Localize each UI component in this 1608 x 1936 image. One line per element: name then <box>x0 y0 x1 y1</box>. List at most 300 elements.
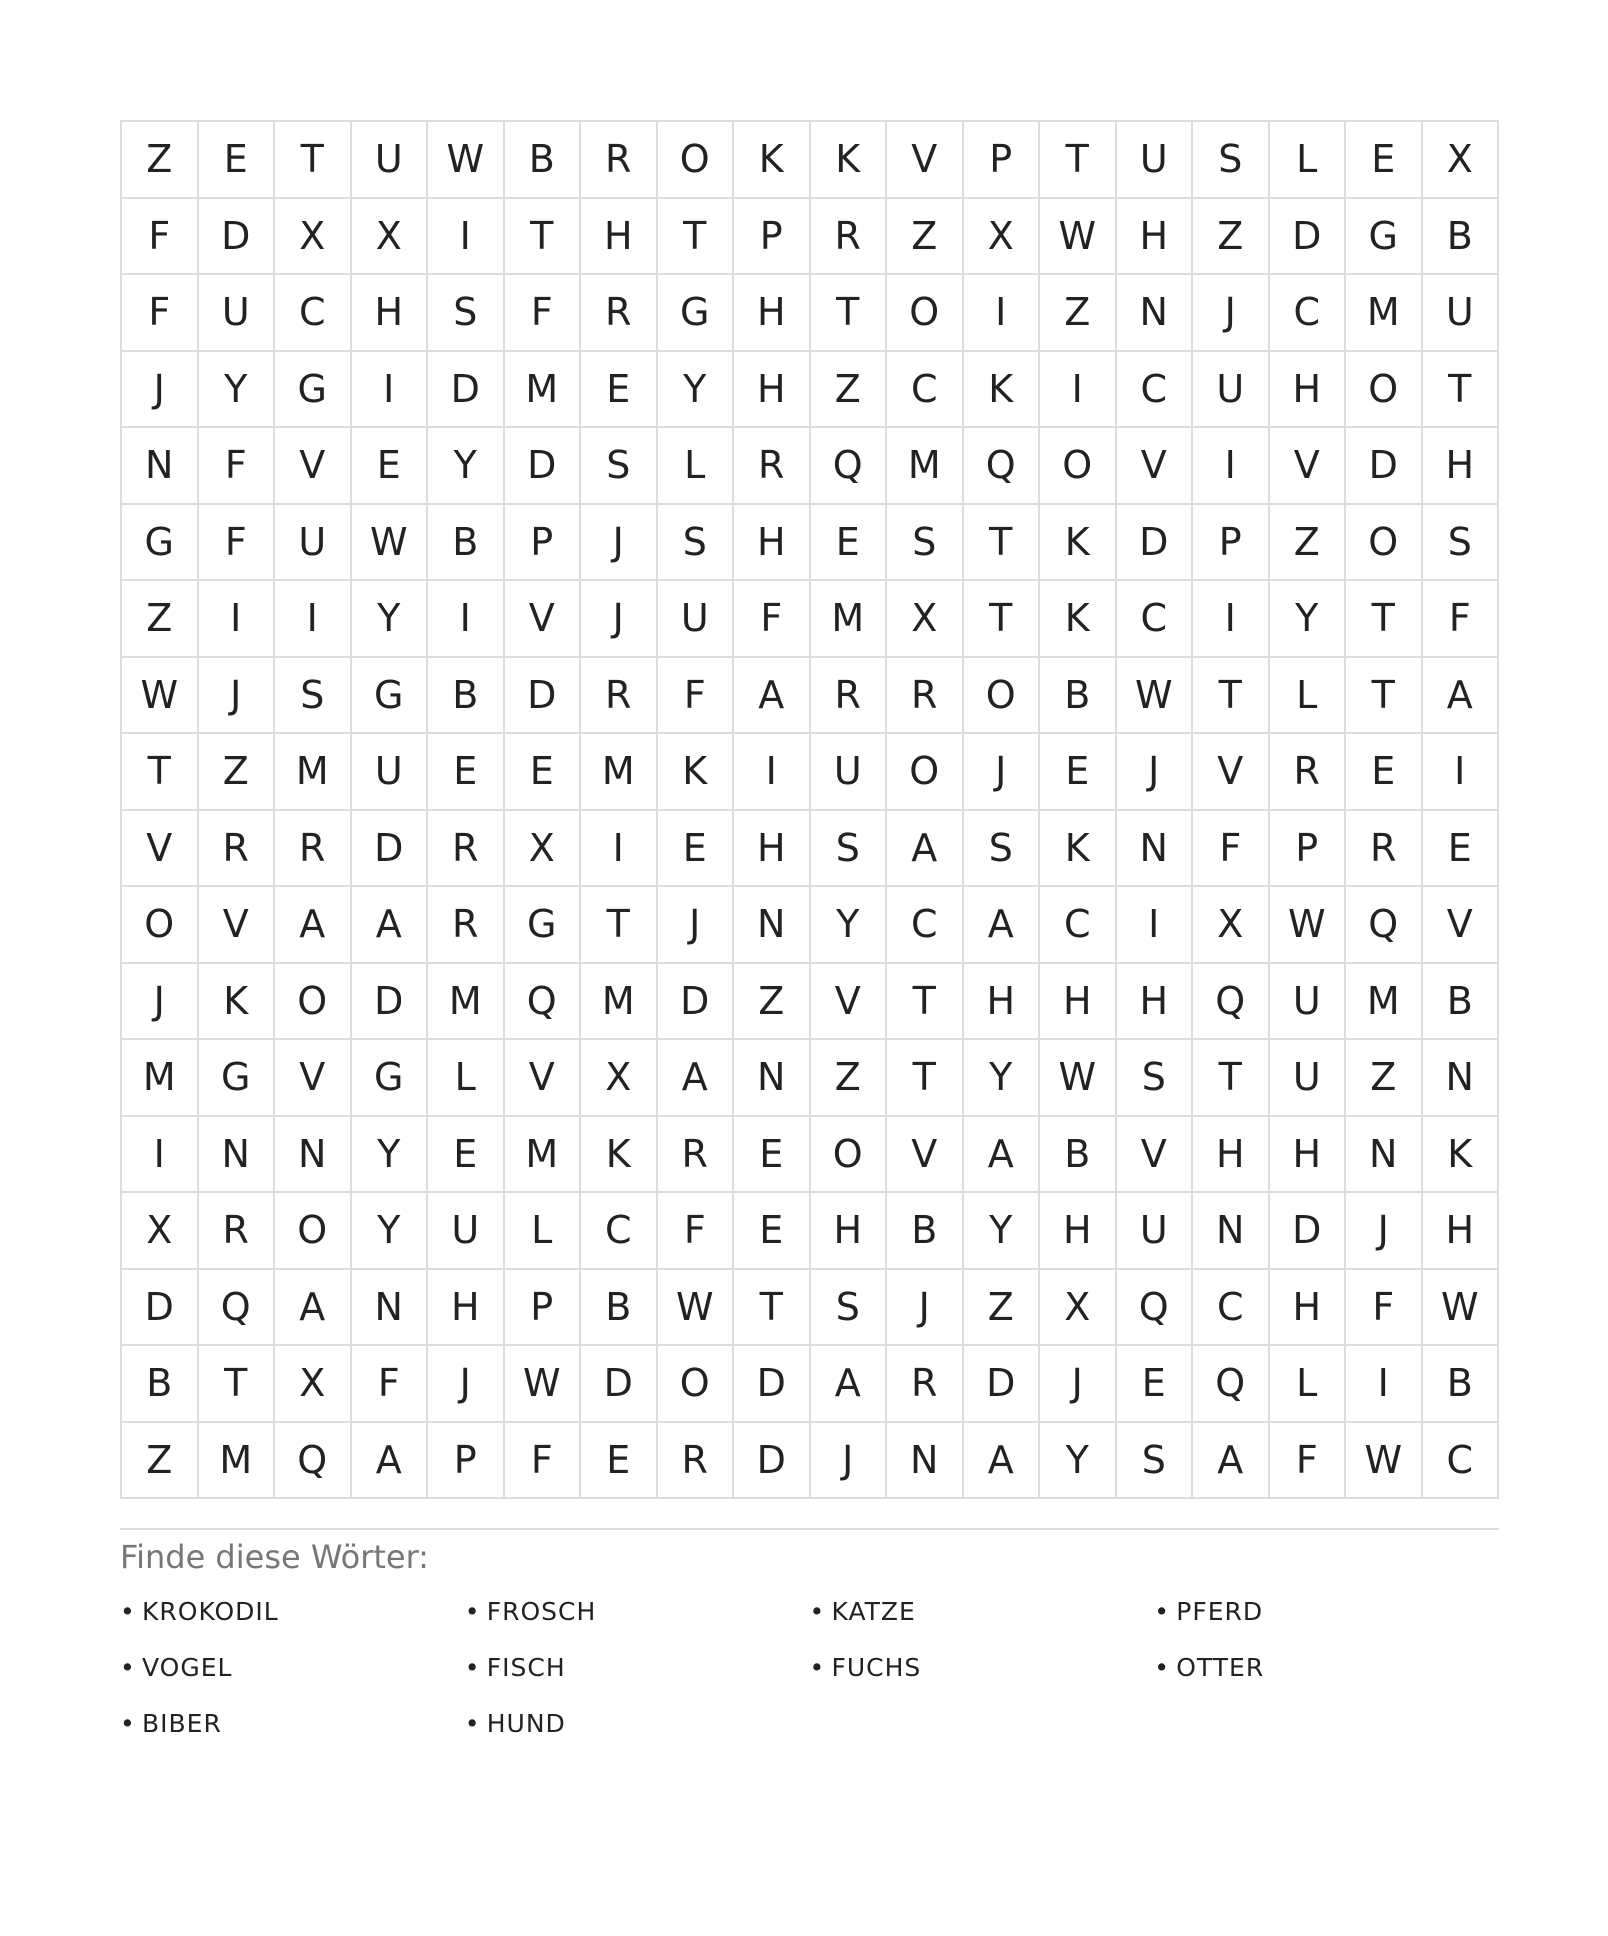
grid-cell[interactable]: M <box>811 581 888 658</box>
grid-cell[interactable]: X <box>964 199 1041 276</box>
grid-cell[interactable]: M <box>505 1117 582 1194</box>
grid-cell[interactable]: L <box>1270 658 1347 735</box>
grid-cell[interactable]: R <box>581 122 658 199</box>
grid-cell[interactable]: G <box>1346 199 1423 276</box>
grid-cell[interactable]: F <box>505 1423 582 1500</box>
grid-cell[interactable]: W <box>352 505 429 582</box>
grid-cell[interactable]: E <box>1117 1346 1194 1423</box>
grid-cell[interactable]: R <box>581 658 658 735</box>
grid-cell[interactable]: D <box>505 428 582 505</box>
grid-cell[interactable]: T <box>964 505 1041 582</box>
grid-cell[interactable]: H <box>581 199 658 276</box>
grid-cell[interactable]: X <box>505 811 582 888</box>
grid-cell[interactable]: S <box>811 811 888 888</box>
grid-cell[interactable]: M <box>275 734 352 811</box>
grid-cell[interactable]: J <box>428 1346 505 1423</box>
grid-cell[interactable]: F <box>1270 1423 1347 1500</box>
grid-cell[interactable]: T <box>1346 658 1423 735</box>
grid-cell[interactable]: R <box>581 275 658 352</box>
grid-cell[interactable]: H <box>1423 1193 1500 1270</box>
grid-cell[interactable]: L <box>658 428 735 505</box>
grid-cell[interactable]: P <box>505 1270 582 1347</box>
grid-cell[interactable]: S <box>1193 122 1270 199</box>
grid-cell[interactable]: U <box>1423 275 1500 352</box>
grid-cell[interactable]: T <box>275 122 352 199</box>
grid-cell[interactable]: T <box>811 275 888 352</box>
grid-cell[interactable]: E <box>199 122 276 199</box>
grid-cell[interactable]: O <box>887 275 964 352</box>
grid-cell[interactable]: C <box>1270 275 1347 352</box>
grid-cell[interactable]: H <box>1117 964 1194 1041</box>
grid-cell[interactable]: H <box>1193 1117 1270 1194</box>
grid-cell[interactable]: N <box>1117 811 1194 888</box>
grid-cell[interactable]: E <box>1346 122 1423 199</box>
grid-cell[interactable]: K <box>1423 1117 1500 1194</box>
grid-cell[interactable]: J <box>1040 1346 1117 1423</box>
grid-cell[interactable]: B <box>1040 1117 1117 1194</box>
grid-cell[interactable]: D <box>199 199 276 276</box>
grid-cell[interactable]: D <box>505 658 582 735</box>
grid-cell[interactable]: G <box>275 352 352 429</box>
grid-cell[interactable]: H <box>734 811 811 888</box>
grid-cell[interactable]: Q <box>811 428 888 505</box>
grid-cell[interactable]: I <box>352 352 429 429</box>
grid-cell[interactable]: G <box>352 1040 429 1117</box>
grid-cell[interactable]: H <box>734 275 811 352</box>
grid-cell[interactable]: C <box>275 275 352 352</box>
grid-cell[interactable]: J <box>1117 734 1194 811</box>
grid-cell[interactable]: B <box>1423 1346 1500 1423</box>
grid-cell[interactable]: D <box>581 1346 658 1423</box>
grid-cell[interactable]: V <box>1193 734 1270 811</box>
grid-cell[interactable]: O <box>275 1193 352 1270</box>
grid-cell[interactable]: X <box>275 1346 352 1423</box>
grid-cell[interactable]: O <box>122 887 199 964</box>
grid-cell[interactable]: C <box>887 887 964 964</box>
grid-cell[interactable]: W <box>1270 887 1347 964</box>
grid-cell[interactable]: I <box>1346 1346 1423 1423</box>
grid-cell[interactable]: V <box>505 581 582 658</box>
grid-cell[interactable]: J <box>1193 275 1270 352</box>
grid-cell[interactable]: Z <box>1040 275 1117 352</box>
grid-cell[interactable]: Q <box>1117 1270 1194 1347</box>
grid-cell[interactable]: U <box>428 1193 505 1270</box>
grid-cell[interactable]: Q <box>1346 887 1423 964</box>
grid-cell[interactable]: U <box>1117 1193 1194 1270</box>
grid-cell[interactable]: D <box>352 964 429 1041</box>
grid-cell[interactable]: H <box>964 964 1041 1041</box>
grid-cell[interactable]: H <box>1040 1193 1117 1270</box>
grid-cell[interactable]: H <box>1270 1270 1347 1347</box>
grid-cell[interactable]: A <box>811 1346 888 1423</box>
grid-cell[interactable]: W <box>1040 1040 1117 1117</box>
grid-cell[interactable]: B <box>505 122 582 199</box>
grid-cell[interactable]: V <box>887 122 964 199</box>
grid-cell[interactable]: F <box>1193 811 1270 888</box>
grid-cell[interactable]: B <box>1423 964 1500 1041</box>
grid-cell[interactable]: H <box>428 1270 505 1347</box>
grid-cell[interactable]: B <box>1040 658 1117 735</box>
grid-cell[interactable]: R <box>811 658 888 735</box>
grid-cell[interactable]: F <box>505 275 582 352</box>
grid-cell[interactable]: G <box>658 275 735 352</box>
grid-cell[interactable]: T <box>1346 581 1423 658</box>
grid-cell[interactable]: E <box>581 1423 658 1500</box>
grid-cell[interactable]: I <box>1040 352 1117 429</box>
grid-cell[interactable]: U <box>1270 1040 1347 1117</box>
grid-cell[interactable]: K <box>199 964 276 1041</box>
grid-cell[interactable]: J <box>199 658 276 735</box>
grid-cell[interactable]: Z <box>1270 505 1347 582</box>
grid-cell[interactable]: X <box>352 199 429 276</box>
grid-cell[interactable]: J <box>122 964 199 1041</box>
grid-cell[interactable]: B <box>581 1270 658 1347</box>
grid-cell[interactable]: O <box>964 658 1041 735</box>
grid-cell[interactable]: A <box>352 1423 429 1500</box>
grid-cell[interactable]: E <box>811 505 888 582</box>
grid-cell[interactable]: S <box>1117 1040 1194 1117</box>
grid-cell[interactable]: B <box>887 1193 964 1270</box>
grid-cell[interactable]: N <box>122 428 199 505</box>
grid-cell[interactable]: I <box>428 199 505 276</box>
grid-cell[interactable]: D <box>734 1423 811 1500</box>
grid-cell[interactable]: V <box>122 811 199 888</box>
grid-cell[interactable]: R <box>1270 734 1347 811</box>
grid-cell[interactable]: R <box>428 811 505 888</box>
grid-cell[interactable]: J <box>581 505 658 582</box>
grid-cell[interactable]: E <box>352 428 429 505</box>
grid-cell[interactable]: S <box>811 1270 888 1347</box>
grid-cell[interactable]: A <box>887 811 964 888</box>
grid-cell[interactable]: P <box>1270 811 1347 888</box>
grid-cell[interactable]: N <box>1423 1040 1500 1117</box>
grid-cell[interactable]: Y <box>1040 1423 1117 1500</box>
grid-cell[interactable]: A <box>964 887 1041 964</box>
grid-cell[interactable]: B <box>428 505 505 582</box>
grid-cell[interactable]: V <box>887 1117 964 1194</box>
grid-cell[interactable]: Q <box>1193 1346 1270 1423</box>
grid-cell[interactable]: W <box>428 122 505 199</box>
grid-cell[interactable]: I <box>275 581 352 658</box>
grid-cell[interactable]: J <box>811 1423 888 1500</box>
grid-cell[interactable]: G <box>199 1040 276 1117</box>
grid-cell[interactable]: B <box>1423 199 1500 276</box>
grid-cell[interactable]: Y <box>1270 581 1347 658</box>
grid-cell[interactable]: M <box>505 352 582 429</box>
grid-cell[interactable]: D <box>352 811 429 888</box>
grid-cell[interactable]: K <box>581 1117 658 1194</box>
grid-cell[interactable]: X <box>581 1040 658 1117</box>
grid-cell[interactable]: D <box>1270 199 1347 276</box>
grid-cell[interactable]: T <box>1193 658 1270 735</box>
grid-cell[interactable]: A <box>1193 1423 1270 1500</box>
grid-cell[interactable]: C <box>1117 352 1194 429</box>
grid-cell[interactable]: K <box>964 352 1041 429</box>
grid-cell[interactable]: K <box>1040 581 1117 658</box>
grid-cell[interactable]: K <box>734 122 811 199</box>
grid-cell[interactable]: V <box>1117 428 1194 505</box>
grid-cell[interactable]: I <box>1423 734 1500 811</box>
grid-cell[interactable]: F <box>122 199 199 276</box>
grid-cell[interactable]: O <box>658 1346 735 1423</box>
grid-cell[interactable]: R <box>811 199 888 276</box>
grid-cell[interactable]: O <box>1346 352 1423 429</box>
grid-cell[interactable]: R <box>734 428 811 505</box>
grid-cell[interactable]: T <box>1193 1040 1270 1117</box>
grid-cell[interactable]: F <box>658 658 735 735</box>
grid-cell[interactable]: Z <box>122 1423 199 1500</box>
grid-cell[interactable]: T <box>734 1270 811 1347</box>
grid-cell[interactable]: J <box>658 887 735 964</box>
grid-cell[interactable]: Y <box>964 1040 1041 1117</box>
grid-cell[interactable]: I <box>1193 428 1270 505</box>
grid-cell[interactable]: X <box>887 581 964 658</box>
grid-cell[interactable]: L <box>1270 122 1347 199</box>
grid-cell[interactable]: T <box>505 199 582 276</box>
grid-cell[interactable]: C <box>581 1193 658 1270</box>
grid-cell[interactable]: E <box>505 734 582 811</box>
grid-cell[interactable]: H <box>811 1193 888 1270</box>
grid-cell[interactable]: R <box>658 1423 735 1500</box>
grid-cell[interactable]: A <box>964 1423 1041 1500</box>
grid-cell[interactable]: Y <box>352 581 429 658</box>
grid-cell[interactable]: R <box>199 1193 276 1270</box>
grid-cell[interactable]: G <box>505 887 582 964</box>
grid-cell[interactable]: N <box>1117 275 1194 352</box>
grid-cell[interactable]: R <box>199 811 276 888</box>
grid-cell[interactable]: H <box>1117 199 1194 276</box>
grid-cell[interactable]: E <box>1040 734 1117 811</box>
grid-cell[interactable]: Q <box>1193 964 1270 1041</box>
grid-cell[interactable]: U <box>199 275 276 352</box>
grid-cell[interactable]: D <box>1346 428 1423 505</box>
grid-cell[interactable]: V <box>811 964 888 1041</box>
grid-cell[interactable]: N <box>1193 1193 1270 1270</box>
grid-cell[interactable]: W <box>1040 199 1117 276</box>
grid-cell[interactable]: J <box>887 1270 964 1347</box>
grid-cell[interactable]: S <box>658 505 735 582</box>
grid-cell[interactable]: F <box>199 505 276 582</box>
grid-cell[interactable]: Z <box>887 199 964 276</box>
grid-cell[interactable]: P <box>964 122 1041 199</box>
grid-cell[interactable]: M <box>122 1040 199 1117</box>
grid-cell[interactable]: M <box>581 964 658 1041</box>
grid-cell[interactable]: C <box>1423 1423 1500 1500</box>
grid-cell[interactable]: V <box>275 428 352 505</box>
grid-cell[interactable]: S <box>887 505 964 582</box>
grid-cell[interactable]: Y <box>658 352 735 429</box>
grid-cell[interactable]: F <box>199 428 276 505</box>
grid-cell[interactable]: H <box>1040 964 1117 1041</box>
grid-cell[interactable]: T <box>658 199 735 276</box>
grid-cell[interactable]: R <box>275 811 352 888</box>
grid-cell[interactable]: P <box>734 199 811 276</box>
grid-cell[interactable]: B <box>122 1346 199 1423</box>
grid-cell[interactable]: O <box>1040 428 1117 505</box>
grid-cell[interactable]: D <box>658 964 735 1041</box>
grid-cell[interactable]: M <box>1346 964 1423 1041</box>
grid-cell[interactable]: V <box>1423 887 1500 964</box>
grid-cell[interactable]: G <box>352 658 429 735</box>
grid-cell[interactable]: N <box>1346 1117 1423 1194</box>
grid-cell[interactable]: F <box>1423 581 1500 658</box>
grid-cell[interactable]: J <box>1346 1193 1423 1270</box>
grid-cell[interactable]: I <box>1193 581 1270 658</box>
grid-cell[interactable]: Z <box>811 1040 888 1117</box>
grid-cell[interactable]: Y <box>964 1193 1041 1270</box>
grid-cell[interactable]: K <box>1040 811 1117 888</box>
grid-cell[interactable]: S <box>428 275 505 352</box>
grid-cell[interactable]: A <box>964 1117 1041 1194</box>
grid-cell[interactable]: S <box>581 428 658 505</box>
grid-cell[interactable]: C <box>1193 1270 1270 1347</box>
grid-cell[interactable]: M <box>887 428 964 505</box>
grid-cell[interactable]: R <box>887 1346 964 1423</box>
grid-cell[interactable]: L <box>1270 1346 1347 1423</box>
grid-cell[interactable]: V <box>505 1040 582 1117</box>
grid-cell[interactable]: U <box>1117 122 1194 199</box>
grid-cell[interactable]: N <box>352 1270 429 1347</box>
grid-cell[interactable]: S <box>1423 505 1500 582</box>
grid-cell[interactable]: M <box>199 1423 276 1500</box>
grid-cell[interactable]: O <box>275 964 352 1041</box>
grid-cell[interactable]: R <box>428 887 505 964</box>
grid-cell[interactable]: H <box>1270 352 1347 429</box>
grid-cell[interactable]: E <box>658 811 735 888</box>
grid-cell[interactable]: R <box>887 658 964 735</box>
grid-cell[interactable]: Y <box>199 352 276 429</box>
grid-cell[interactable]: I <box>1117 887 1194 964</box>
grid-cell[interactable]: D <box>1270 1193 1347 1270</box>
grid-cell[interactable]: E <box>1423 811 1500 888</box>
grid-cell[interactable]: Z <box>199 734 276 811</box>
grid-cell[interactable]: K <box>1040 505 1117 582</box>
grid-cell[interactable]: A <box>734 658 811 735</box>
grid-cell[interactable]: L <box>428 1040 505 1117</box>
grid-cell[interactable]: E <box>1346 734 1423 811</box>
grid-cell[interactable]: V <box>275 1040 352 1117</box>
grid-cell[interactable]: U <box>352 122 429 199</box>
grid-cell[interactable]: X <box>122 1193 199 1270</box>
grid-cell[interactable]: Z <box>811 352 888 429</box>
grid-cell[interactable]: Z <box>1346 1040 1423 1117</box>
grid-cell[interactable]: I <box>581 811 658 888</box>
grid-cell[interactable]: D <box>1117 505 1194 582</box>
grid-cell[interactable]: T <box>887 964 964 1041</box>
grid-cell[interactable]: Q <box>505 964 582 1041</box>
grid-cell[interactable]: V <box>1117 1117 1194 1194</box>
grid-cell[interactable]: M <box>1346 275 1423 352</box>
grid-cell[interactable]: E <box>581 352 658 429</box>
grid-cell[interactable]: Z <box>1193 199 1270 276</box>
grid-cell[interactable]: S <box>964 811 1041 888</box>
grid-cell[interactable]: I <box>734 734 811 811</box>
grid-cell[interactable]: W <box>1117 658 1194 735</box>
grid-cell[interactable]: Q <box>275 1423 352 1500</box>
grid-cell[interactable]: X <box>1423 122 1500 199</box>
grid-cell[interactable]: O <box>1346 505 1423 582</box>
grid-cell[interactable]: H <box>1270 1117 1347 1194</box>
grid-cell[interactable]: U <box>1193 352 1270 429</box>
grid-cell[interactable]: C <box>887 352 964 429</box>
grid-cell[interactable]: U <box>658 581 735 658</box>
grid-cell[interactable]: I <box>964 275 1041 352</box>
grid-cell[interactable]: X <box>1193 887 1270 964</box>
grid-cell[interactable]: B <box>428 658 505 735</box>
grid-cell[interactable]: Z <box>122 122 199 199</box>
grid-cell[interactable]: X <box>1040 1270 1117 1347</box>
grid-cell[interactable]: T <box>581 887 658 964</box>
grid-cell[interactable]: K <box>811 122 888 199</box>
grid-cell[interactable]: R <box>1346 811 1423 888</box>
grid-cell[interactable]: I <box>122 1117 199 1194</box>
grid-cell[interactable]: P <box>428 1423 505 1500</box>
grid-cell[interactable]: J <box>581 581 658 658</box>
grid-cell[interactable]: I <box>199 581 276 658</box>
grid-cell[interactable]: W <box>505 1346 582 1423</box>
grid-cell[interactable]: M <box>581 734 658 811</box>
grid-cell[interactable]: U <box>275 505 352 582</box>
grid-cell[interactable]: N <box>734 1040 811 1117</box>
grid-cell[interactable]: Z <box>734 964 811 1041</box>
grid-cell[interactable]: A <box>352 887 429 964</box>
grid-cell[interactable]: S <box>1117 1423 1194 1500</box>
grid-cell[interactable]: Z <box>122 581 199 658</box>
grid-cell[interactable]: F <box>122 275 199 352</box>
grid-cell[interactable]: E <box>428 734 505 811</box>
grid-cell[interactable]: Y <box>352 1117 429 1194</box>
grid-cell[interactable]: H <box>352 275 429 352</box>
grid-cell[interactable]: F <box>658 1193 735 1270</box>
grid-cell[interactable]: A <box>275 1270 352 1347</box>
grid-cell[interactable]: Q <box>199 1270 276 1347</box>
grid-cell[interactable]: L <box>505 1193 582 1270</box>
grid-cell[interactable]: G <box>122 505 199 582</box>
grid-cell[interactable]: W <box>1346 1423 1423 1500</box>
grid-cell[interactable]: N <box>199 1117 276 1194</box>
grid-cell[interactable]: H <box>734 352 811 429</box>
grid-cell[interactable]: N <box>275 1117 352 1194</box>
grid-cell[interactable]: X <box>275 199 352 276</box>
grid-cell[interactable]: J <box>964 734 1041 811</box>
grid-cell[interactable]: H <box>734 505 811 582</box>
grid-cell[interactable]: T <box>887 1040 964 1117</box>
grid-cell[interactable]: S <box>275 658 352 735</box>
grid-cell[interactable]: M <box>428 964 505 1041</box>
grid-cell[interactable]: Z <box>964 1270 1041 1347</box>
grid-cell[interactable]: E <box>734 1117 811 1194</box>
grid-cell[interactable]: D <box>122 1270 199 1347</box>
grid-cell[interactable]: Y <box>428 428 505 505</box>
grid-cell[interactable]: E <box>428 1117 505 1194</box>
grid-cell[interactable]: F <box>1346 1270 1423 1347</box>
grid-cell[interactable]: T <box>122 734 199 811</box>
grid-cell[interactable]: F <box>352 1346 429 1423</box>
grid-cell[interactable]: A <box>1423 658 1500 735</box>
grid-cell[interactable]: T <box>1040 122 1117 199</box>
grid-cell[interactable]: Q <box>964 428 1041 505</box>
grid-cell[interactable]: A <box>275 887 352 964</box>
grid-cell[interactable]: N <box>887 1423 964 1500</box>
grid-cell[interactable]: D <box>734 1346 811 1423</box>
grid-cell[interactable]: H <box>1423 428 1500 505</box>
grid-cell[interactable]: F <box>734 581 811 658</box>
grid-cell[interactable]: N <box>734 887 811 964</box>
grid-cell[interactable]: U <box>1270 964 1347 1041</box>
grid-cell[interactable]: W <box>658 1270 735 1347</box>
grid-cell[interactable]: P <box>1193 505 1270 582</box>
grid-cell[interactable]: O <box>658 122 735 199</box>
